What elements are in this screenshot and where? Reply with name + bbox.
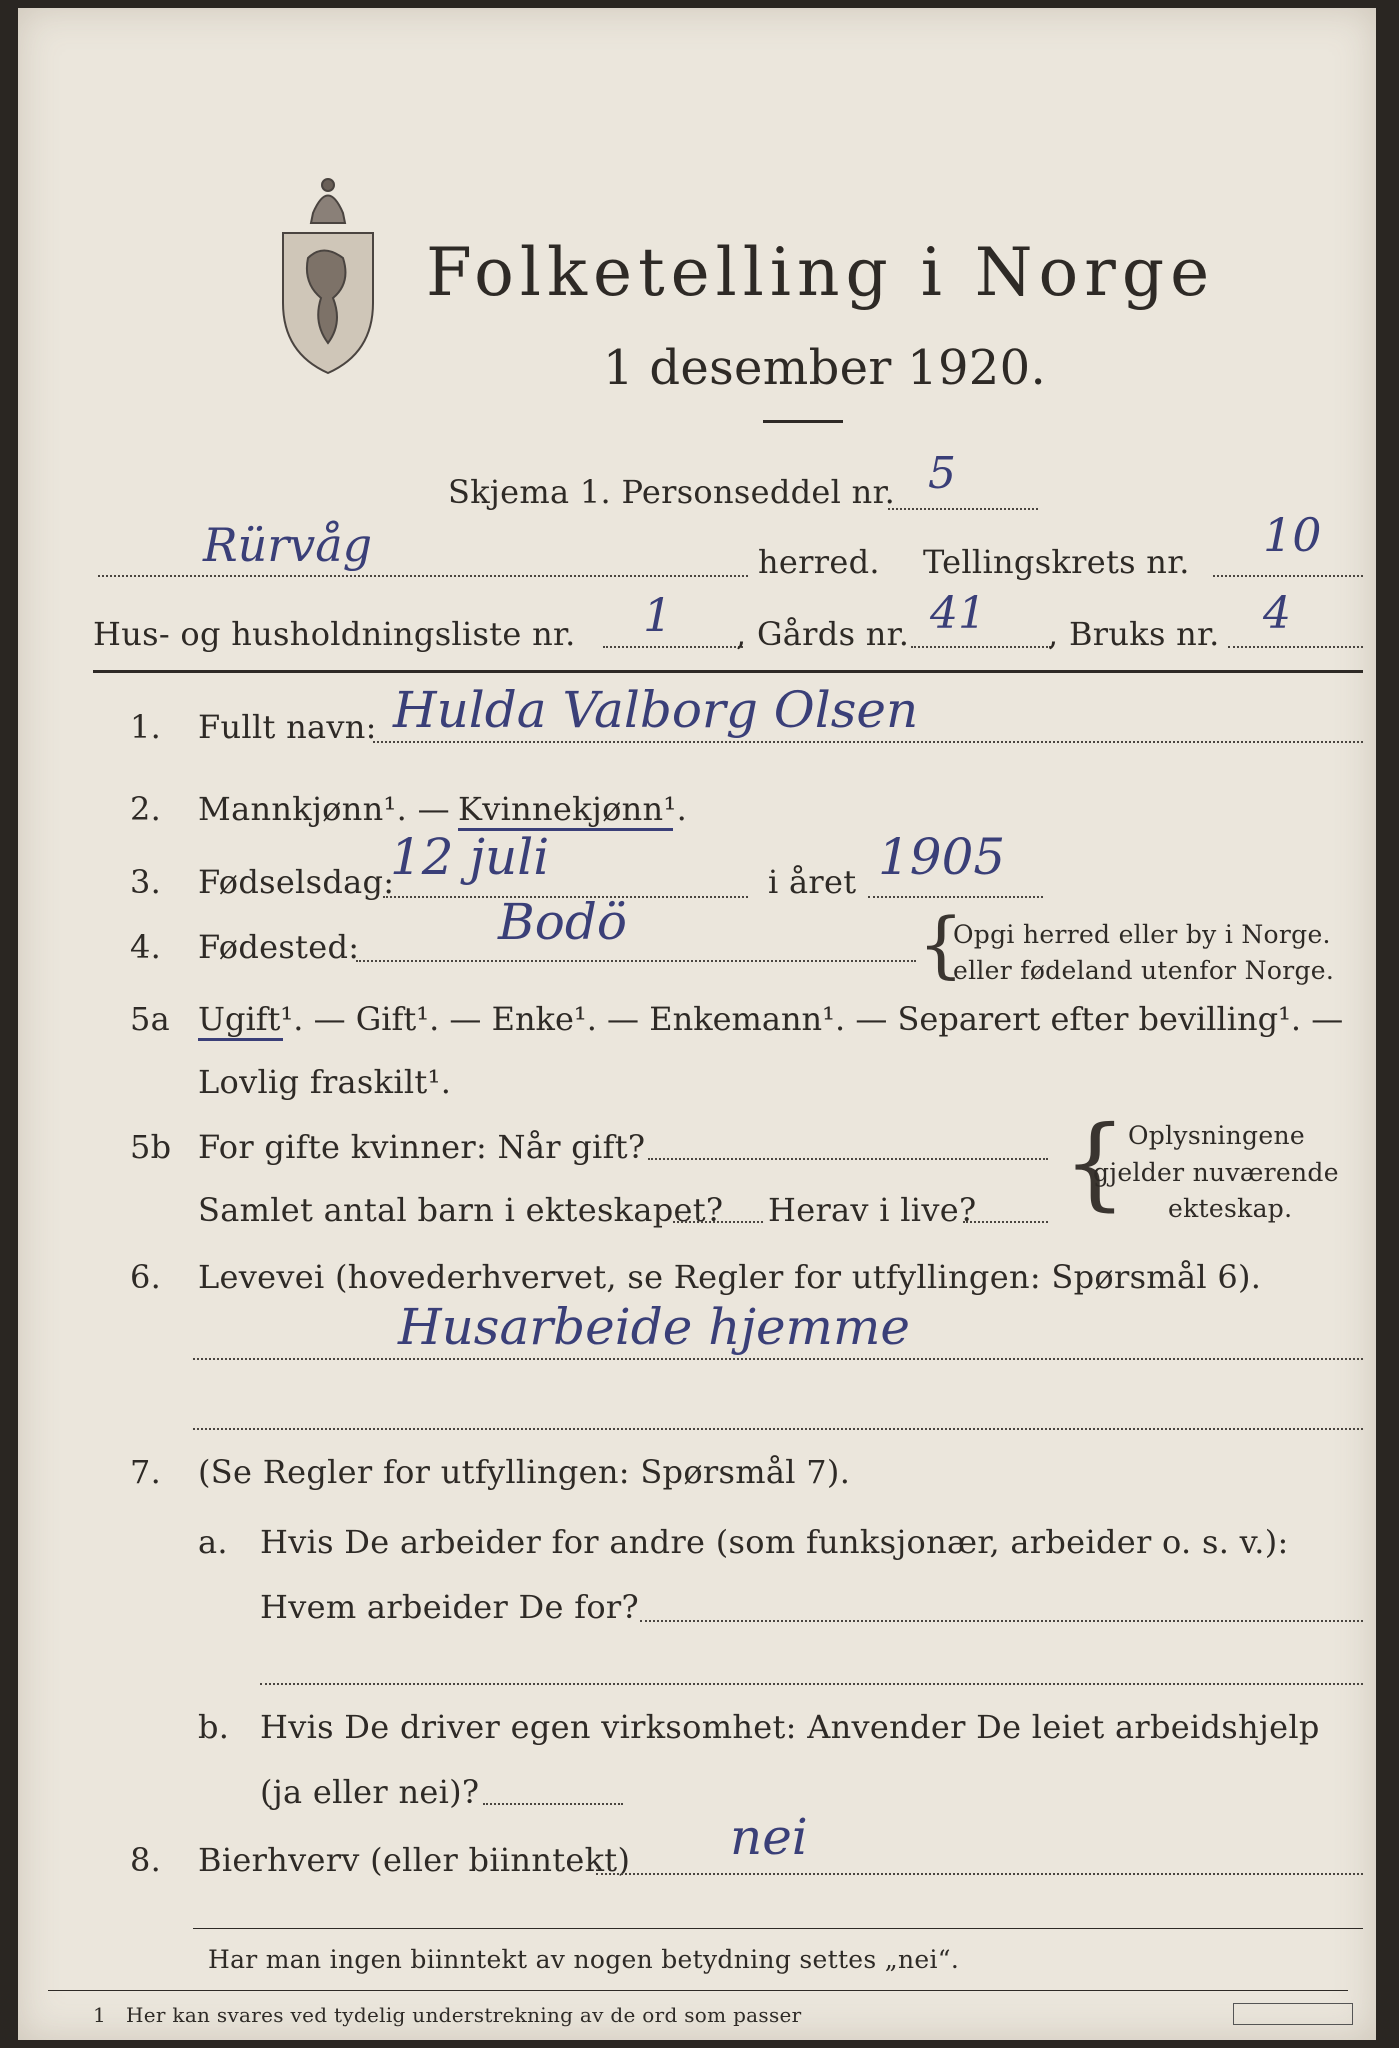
- footnote-number: 1: [93, 2003, 107, 2027]
- children-alive-field[interactable]: [963, 1221, 1048, 1223]
- q7a-label: Hvis De arbeider for andre (som funksjonær, arbeider o. s. v.):: [260, 1523, 1289, 1561]
- q5b-number: 5b: [130, 1128, 172, 1166]
- side-income-field[interactable]: [596, 1873, 1363, 1875]
- q2-number: 2.: [130, 790, 162, 828]
- marriage-note-1: Oplysningene: [1128, 1121, 1305, 1150]
- herred-value: Rürvåg: [203, 518, 373, 572]
- q7b-number: b.: [198, 1708, 230, 1746]
- norwegian-coat-of-arms-icon: [273, 173, 383, 378]
- marital-status-options[interactable]: Ugift¹. — Gift¹. — Enke¹. — Enkemann¹. — Separert efter bevilling¹. —: [198, 1000, 1344, 1038]
- marriage-note-3: ekteskap.: [1168, 1194, 1293, 1223]
- birthplace-note-1: Opgi herred eller by i Norge.: [953, 920, 1331, 949]
- q1-number: 1.: [130, 708, 162, 746]
- gaards-field[interactable]: [911, 646, 1051, 648]
- occupation-field-2[interactable]: [193, 1428, 1363, 1430]
- q7a-number: a.: [198, 1523, 228, 1561]
- tellingskrets-label: Tellingskrets nr.: [923, 543, 1190, 581]
- full-name-value: Hulda Valborg Olsen: [393, 681, 919, 739]
- q3-label: Fødselsdag:: [198, 863, 395, 901]
- bruks-label: , Bruks nr.: [1048, 615, 1220, 653]
- married-when-label: For gifte kvinner: Når gift?: [198, 1128, 646, 1166]
- birthplace-value: Bodö: [498, 893, 627, 951]
- children-count-label: Samlet antal barn i ekteskapet?: [198, 1191, 724, 1229]
- q4-label: Fødested:: [198, 928, 360, 966]
- side-income-value: nei: [730, 1808, 808, 1866]
- birth-year-field[interactable]: [868, 896, 1043, 898]
- occupation-field[interactable]: [193, 1358, 1363, 1360]
- gender-female-option[interactable]: Kvinnekjønn¹.: [458, 790, 688, 828]
- full-name-field[interactable]: [373, 741, 1363, 743]
- marriage-note-2: gjelder nuværende: [1093, 1158, 1339, 1187]
- occupation-value: Husarbeide hjemme: [398, 1298, 910, 1356]
- employer-field[interactable]: [640, 1620, 1363, 1622]
- census-form: [18, 8, 1376, 2040]
- q4-number: 4.: [130, 928, 162, 966]
- footer-note: Har man ingen biinntekt av nogen betydning settes „nei“.: [208, 1945, 960, 1974]
- marital-status-divorced[interactable]: Lovlig fraskilt¹.: [198, 1063, 452, 1101]
- header-rule: [93, 670, 1363, 673]
- birth-year-value: 1905: [878, 828, 1006, 886]
- q7-label: (Se Regler for utfyllingen: Spørsmål 7).: [198, 1453, 851, 1491]
- bruks-field[interactable]: [1228, 646, 1363, 648]
- unmarried-underline-mark: [198, 1038, 283, 1041]
- footnote-text: Her kan svares ved tydelig understrekning av de ord som passer: [126, 2003, 802, 2027]
- q7b-label: Hvis De driver egen virksomhet: Anvender De leiet arbeidshjelp: [260, 1708, 1320, 1746]
- q6-number: 6.: [130, 1258, 162, 1296]
- married-when-field[interactable]: [648, 1158, 1048, 1160]
- employer-field-2[interactable]: [260, 1683, 1363, 1685]
- birthday-value: 12 juli: [390, 828, 550, 886]
- gaards-value: 41: [930, 588, 986, 639]
- household-list-field[interactable]: [603, 646, 743, 648]
- birthplace-brace: {: [918, 902, 964, 986]
- census-date: 1 desember 1920.: [603, 340, 1047, 396]
- q7-number: 7.: [130, 1453, 162, 1491]
- children-count-field[interactable]: [673, 1221, 763, 1223]
- q5a-number: 5a: [130, 1000, 171, 1038]
- herred-label: herred.: [758, 543, 880, 581]
- q8-label: Bierhverv (eller biinntekt): [198, 1841, 631, 1879]
- bruks-value: 4: [1263, 588, 1291, 639]
- schema-label: Skjema 1. Personseddel nr.: [448, 473, 896, 511]
- q6-label: Levevei (hovederhvervet, se Regler for utfyllingen: Spørsmål 6).: [198, 1258, 1262, 1296]
- q7a-employer-label: Hvem arbeider De for?: [260, 1588, 639, 1626]
- tellingskrets-value: 10: [1263, 508, 1322, 562]
- q1-label: Fullt navn:: [198, 708, 377, 746]
- footer-rule: [193, 1928, 1363, 1929]
- title-divider: [763, 420, 843, 423]
- q8-number: 8.: [130, 1841, 162, 1879]
- printer-stamp-mark: [1233, 2003, 1353, 2025]
- children-alive-label: Herav i live?: [768, 1191, 977, 1229]
- household-list-label: Hus- og husholdningsliste nr.: [93, 615, 576, 653]
- gaards-label: , Gårds nr.: [736, 615, 910, 653]
- gender-male-option[interactable]: Mannkjønn¹. —: [198, 790, 450, 828]
- birthplace-field[interactable]: [356, 960, 916, 962]
- birth-year-label: i året: [768, 863, 857, 901]
- herred-field[interactable]: [98, 575, 748, 577]
- form-title: Folketelling i Norge: [426, 234, 1216, 311]
- footnote-rule: [48, 1990, 1348, 1991]
- q3-number: 3.: [130, 863, 162, 901]
- household-list-value: 1: [643, 588, 673, 642]
- schema-number-value: 5: [928, 448, 956, 499]
- schema-number-field[interactable]: [888, 508, 1038, 510]
- birthplace-note-2: eller fødeland utenfor Norge.: [953, 956, 1335, 985]
- tellingskrets-field[interactable]: [1213, 575, 1363, 577]
- hired-help-field[interactable]: [483, 1803, 623, 1805]
- marriage-note-brace: {: [1063, 1104, 1127, 1221]
- q7b-yes-no-label: (ja eller nei)?: [260, 1773, 480, 1811]
